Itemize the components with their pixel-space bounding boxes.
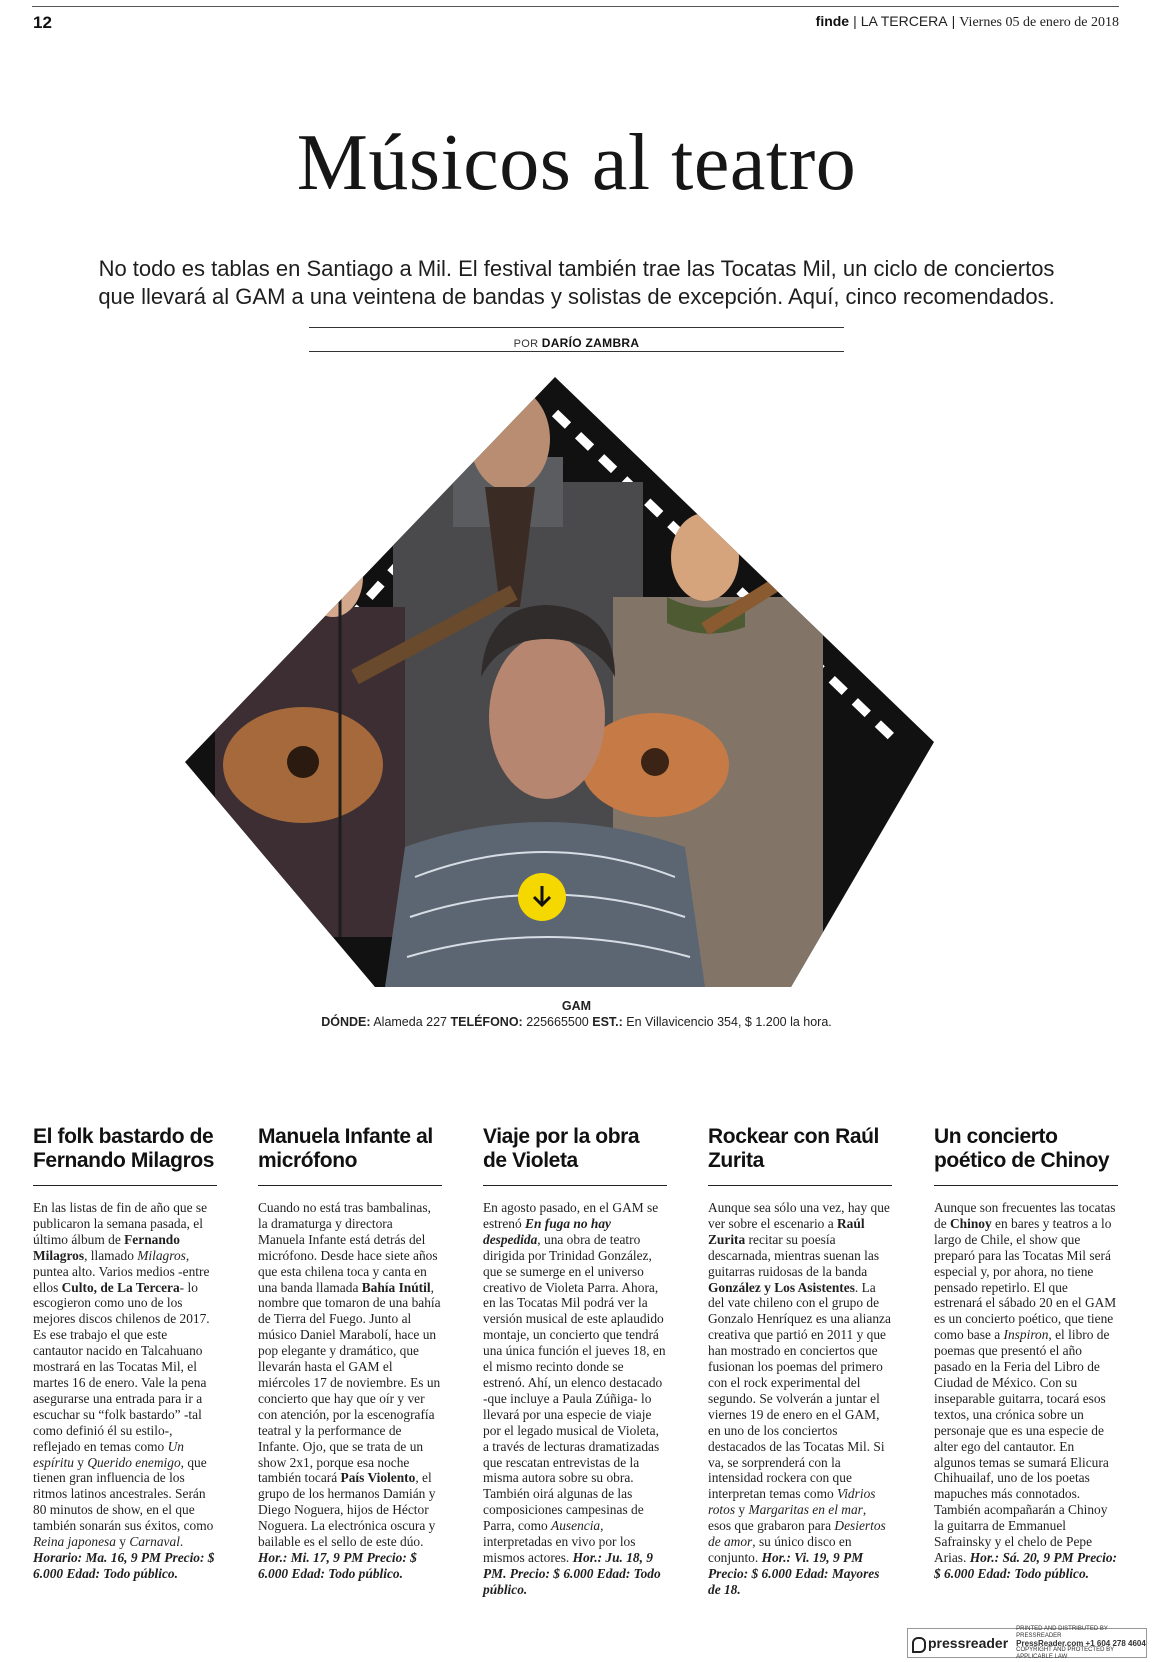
pressreader-line3: COPYRIGHT AND PROTECTED BY APPLICABLE LAW — [1016, 1646, 1114, 1660]
article-lead: No todo es tablas en Santiago a Mil. El festival también trae las Tocatas Mil, un ciclo de conciertos que llevará al GAM a una veintena de bandas y solistas de excepción. Aquí, cinco recomendados. — [98, 256, 1055, 309]
event-details: Hor.: Ju. 18, 9 PM. Precio: $ 6.000 Edad: Todo público. — [483, 1549, 661, 1597]
venue-address: Alameda 227 — [373, 1015, 447, 1029]
publication-name: LA TERCERA — [860, 13, 948, 29]
article-title: Músicos al teatro — [296, 119, 857, 207]
byline-prefix: POR — [513, 338, 539, 350]
venue-info — [300, 998, 853, 1030]
event-details: Horario: Ma. 16, 9 PM Precio: $ 6.000 Edad: Todo público. — [33, 1549, 215, 1581]
page-number: 12 — [33, 13, 52, 32]
issue-date: Viernes 05 de enero de 2018 — [959, 15, 1119, 30]
venue-phone: 225665500 — [526, 1015, 589, 1029]
column-body: Cuando no está tras bambalinas, la dramaturga y directora Manuela Infante está detrás del micrófono. Desde hace siete años que esta chilena toca y canta en una banda llamada Bahía Inútil, nombre que tomaron de una bahía de Tierra del Fuego. Junto al músico Daniel Marabolí, hace un pop elegante y dramático, que llevarán hasta el GAM el miércoles 17 de noviembre. Es un concierto que hay que oír y ver con atención, por la escenografía teatral y la performance de Infante. Ojo, que se trata de un show 2x1, porque esa noche también tocará País Violento, el grupo de los hermanos Damián y Diego Noguera, hijos de Héctor Noguera. La electrónica oscura y bailable es el sello de este dúo. Hor.: Mi. 17, 9 PM Precio: $ 6.000 Edad: Todo público. — [258, 1200, 441, 1581]
venue-where-label: DÓNDE: — [321, 1015, 371, 1029]
column-title: El folk bastardo de Fernando Milagros — [33, 1125, 215, 1172]
column-title: Rockear con Raúl Zurita — [708, 1125, 879, 1172]
column-title: Un concierto poético de Chinoy — [934, 1125, 1110, 1172]
column-title: Manuela Infante al micrófono — [258, 1125, 433, 1172]
byline-bottom-rule — [309, 351, 844, 352]
column-body: Aunque son frecuentes las tocatas de Chinoy en bares y teatros a lo largo de Chile, el show que preparó para las Tocatas Mil será especial y, por ahora, no tiene pensado repetirlo. El que estrenará el sábado 20 en el GAM es un concierto poético, que tiene como base a Inspiron, el libro de poemas que presentó el año pasado en la Feria del Libro de Ciudad de México. Con su inseparable guitarra, tocará esos textos, una crónica sobre un personaje que es una especie de alter ego del cantautor. En algunos temas se sumará Elicura Chihuailaf, uno de los poetas mapuches más connotados. También acompañarán a Chinoy la guitarra de Emmanuel Safrainsky y el chelo de Pepe Arias. Hor.: Sá. 20, 9 PM Precio: $ 6.000 Edad: Todo público. — [934, 1200, 1117, 1581]
pressreader-line1: PRINTED AND DISTRIBUTED BY PRESSREADER — [1016, 1625, 1108, 1639]
byline-top-rule — [309, 327, 844, 328]
column-body: Aunque sea sólo una vez, hay que ver sobre el escenario a Raúl Zurita recitar su poesía descarnada, mientras suenan las guitarras ruidosas de la banda González y Los Asistentes. La del vate chileno con el grupo de Gonzalo Henríquez es una alianza creativa que partió en 2011 y que han mostrado en conciertos que fusionan los poemas del primero con el rock experimental del segundo. Se volverán a juntar el viernes 19 de enero en el GAM, en uno de los conciertos destacados de las Tocatas Mil. Si va, se sorprenderá con la intensidad rockera con que interpretan temas como Vidrios rotos y Margaritas en el mar, esos que grabaron para Desiertos de amor, su único disco en conjunto. Hor.: Vi. 19, 9 PM Precio: $ 6.000 Edad: Mayores de 18. — [708, 1200, 891, 1597]
column-rule — [708, 1185, 892, 1186]
column-rule — [33, 1185, 217, 1186]
column-body: En agosto pasado, en el GAM se estrenó En fuga no hay despedida, una obra de teatro dirigida por Trinidad González, que se sumerge en el universo creativo de Violeta Parra. Ahora, en las Tocatas Mil podrá ver la versión musical de este aplaudido montaje, un concierto que tendrá una única función el jueves 18, en el mismo recinto donde se estrenó. Ahí, un elenco destacado -que incluye a Paula Zúñiga- lo llevará por una especie de viaje por el legado musical de Violeta, a través de lecturas dramatizadas que rescatan entrevistas de la misma autora sobre su obra. También oirá algunas de las composiciones campesinas de Parra, como Ausencia, interpretadas en vivo por los mismos actores. Hor.: Ju. 18, 9 PM. Precio: $ 6.000 Edad: Todo público. — [483, 1200, 666, 1597]
event-details: Hor.: Mi. 17, 9 PM Precio: $ 6.000 Edad: Todo público. — [258, 1549, 417, 1581]
event-details: Hor.: Sá. 20, 9 PM Precio: $ 6.000 Edad: Todo público. — [934, 1549, 1117, 1581]
venue-parking: En Villavicencio 354, $ 1.200 la hora. — [626, 1015, 832, 1029]
venue-name: GAM — [561, 999, 592, 1013]
column-4 — [708, 1125, 892, 1598]
column-3 — [483, 1125, 667, 1598]
header-rule — [32, 6, 1119, 7]
section-name: finde — [815, 13, 850, 29]
column-rule — [934, 1185, 1118, 1186]
column-rule — [258, 1185, 442, 1186]
pressreader-line2: PressReader.com +1 604 278 4604 — [1016, 1638, 1146, 1648]
folio: finde | LA TERCERA | Viernes 05 de enero de 2018 — [815, 13, 1119, 30]
column-rule — [483, 1185, 667, 1186]
venue-phone-label: TELÉFONO: — [450, 1015, 523, 1029]
column-2 — [258, 1125, 442, 1582]
column-5 — [934, 1125, 1118, 1582]
pressreader-badge[interactable] — [907, 1625, 1147, 1660]
column-1 — [33, 1125, 217, 1582]
venue-parking-label: EST.: — [592, 1015, 623, 1029]
pressreader-notice — [1016, 1626, 1146, 1661]
pressreader-logo: pressreader — [928, 1635, 1009, 1651]
musicians-illustration — [185, 377, 979, 987]
byline-author: DARÍO ZAMBRA — [541, 336, 640, 350]
event-details: Hor.: Vi. 19, 9 PM Precio: $ 6.000 Edad: Mayores de 18. — [708, 1549, 880, 1597]
column-body: En las listas de fin de año que se publicaron la semana pasada, el último álbum de Fernando Milagros, llamado Milagros, puntea alto. Varios medios -entre ellos Culto, de La Tercera- lo escogieron como uno de los mejores discos chilenos de 2017. Es ese trabajo el que este cantautor nacido en Talcahuano mostrará en las Tocatas Mil, el martes 16 de enero. Vale la pena asegurarse una entrada para ir a escuchar su “folk bastardo” -tal como definió él su estilo-, reflejado en temas como Un espíritu y Querido enemigo, que tienen gran influencia de los ritmos latinos ancestrales. Serán 80 minutos de show, en el que también sonarán sus éxitos, como Reina japonesa y Carnaval. Horario: Ma. 16, 9 PM Precio: $ 6.000 Edad: Todo público. — [33, 1200, 215, 1581]
column-title: Viaje por la obra de Violeta — [483, 1125, 640, 1172]
byline — [309, 336, 844, 350]
